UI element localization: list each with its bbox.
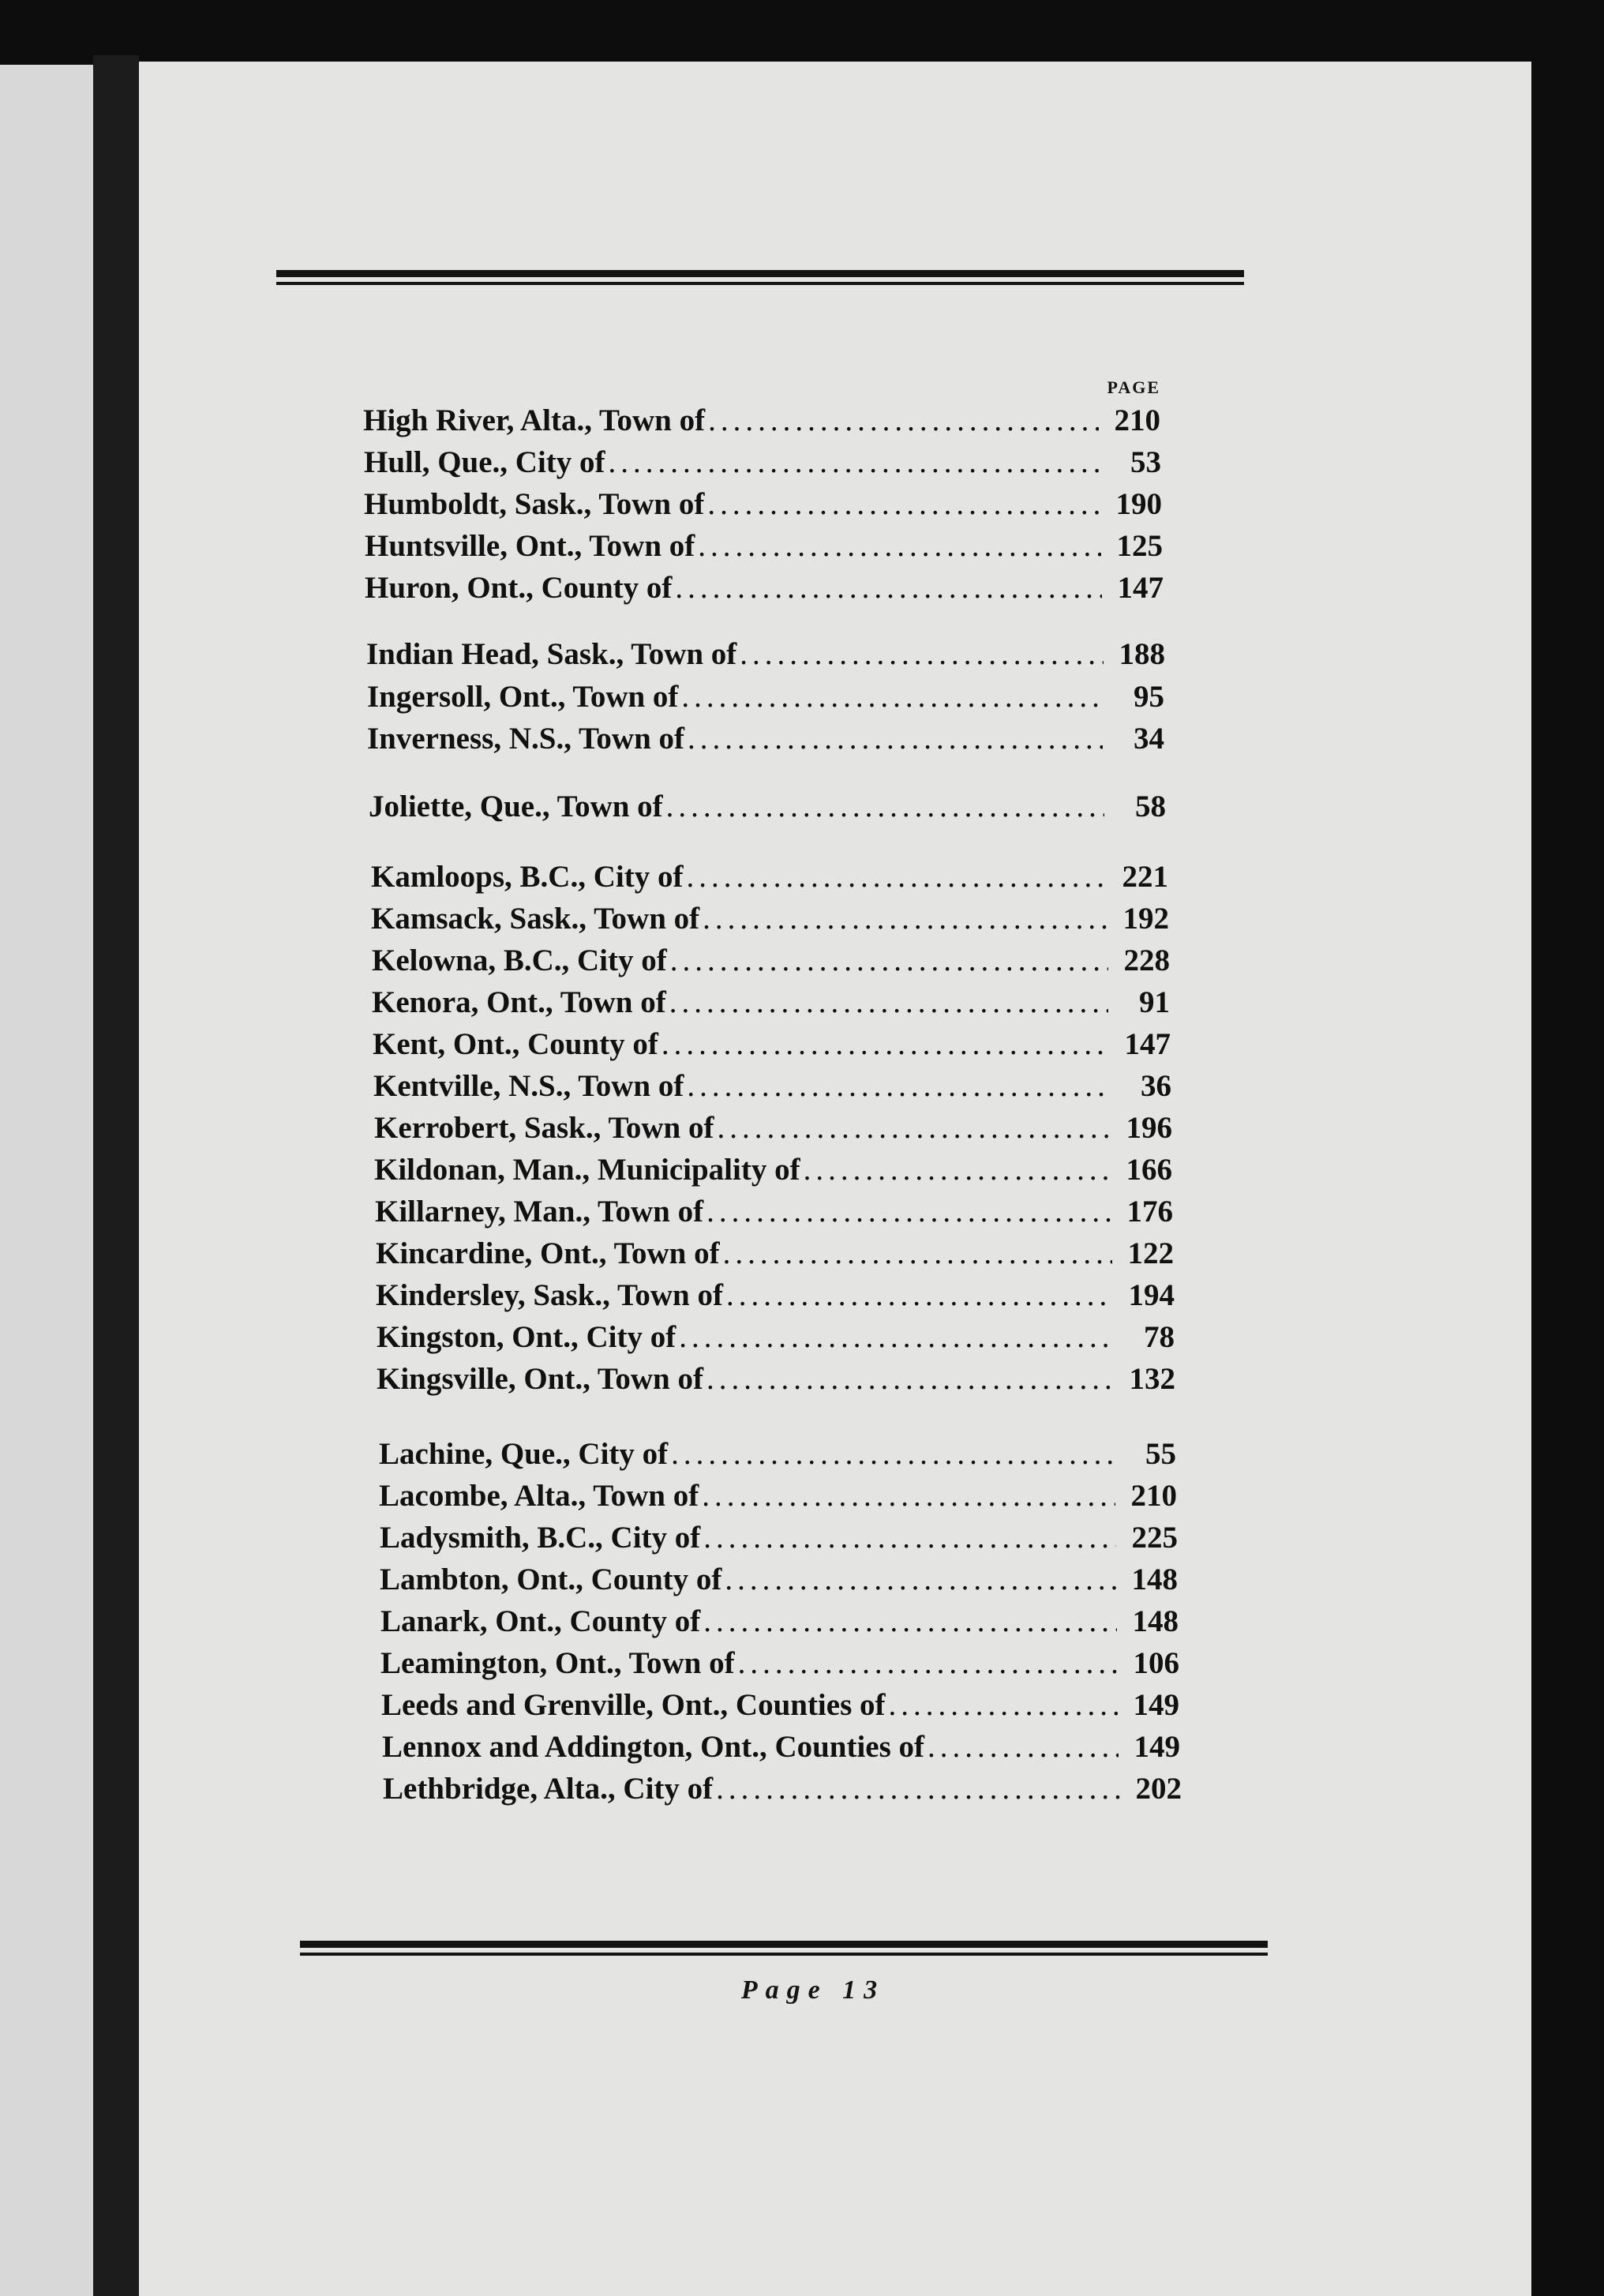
- page-column-heading: PAGE: [1107, 377, 1160, 397]
- index-entry: [380, 1520, 1178, 1561]
- entry-page: 190: [1115, 487, 1162, 521]
- entry-name: Lanark, Ont., County of: [380, 1604, 701, 1638]
- index-entry: [374, 1152, 1172, 1193]
- index-entry: [371, 859, 1168, 900]
- index-entry: [371, 901, 1169, 942]
- entry-page: 122: [1127, 1236, 1174, 1270]
- index-entry: [379, 1436, 1176, 1477]
- index-entry: [375, 1194, 1173, 1235]
- entry-name: Kindersley, Sask., Town of: [376, 1278, 723, 1312]
- entry-name: Lethbridge, Alta., City of: [383, 1772, 714, 1806]
- entry-name: Kingsville, Ont., Town of: [377, 1362, 703, 1396]
- index-entry: [376, 1236, 1174, 1277]
- index-entry: [377, 1361, 1175, 1402]
- entry-page: 196: [1126, 1111, 1172, 1145]
- entry-page: 53: [1130, 445, 1161, 479]
- index-entry: [379, 1478, 1177, 1519]
- index-entry: [365, 570, 1164, 611]
- entry-name: Ladysmith, B.C., City of: [380, 1521, 701, 1555]
- entry-page: 202: [1135, 1772, 1182, 1806]
- entry-page: 176: [1126, 1195, 1173, 1229]
- entry-page: 228: [1123, 944, 1170, 977]
- index-entry: [363, 403, 1160, 444]
- index-entry: [383, 1771, 1182, 1812]
- entry-name: Kildonan, Man., Municipality of: [374, 1153, 800, 1187]
- entry-page: 192: [1122, 902, 1169, 936]
- index-entry: [364, 445, 1161, 486]
- index-entry: [374, 1110, 1172, 1151]
- book-spine-shadow: [93, 55, 139, 2296]
- entry-name: Lambton, Ont., County of: [380, 1563, 722, 1596]
- index-entry: [372, 985, 1170, 1026]
- entry-name: Kerrobert, Sask., Town of: [374, 1111, 714, 1145]
- entry-name: Leamington, Ont., Town of: [380, 1646, 735, 1680]
- entry-page: 147: [1117, 571, 1164, 605]
- entry-page: 55: [1145, 1437, 1176, 1471]
- entry-name: Kincardine, Ont., Town of: [376, 1236, 720, 1270]
- entry-page: 148: [1131, 1563, 1178, 1596]
- index-entry: [372, 943, 1170, 984]
- entry-page: 78: [1144, 1320, 1175, 1354]
- index-entry: [373, 1068, 1171, 1109]
- entry-page: 34: [1134, 722, 1164, 756]
- entry-name: Hull, Que., City of: [364, 445, 605, 479]
- entry-page: 210: [1114, 403, 1160, 437]
- entry-page: 58: [1135, 790, 1166, 823]
- entry-page: 210: [1130, 1479, 1177, 1513]
- entry-page: 221: [1122, 860, 1168, 894]
- entry-page: 166: [1126, 1153, 1172, 1187]
- entry-page: 149: [1134, 1730, 1180, 1764]
- index-entry: [381, 1687, 1179, 1728]
- index-entry: [382, 1729, 1180, 1770]
- top-double-rule: [276, 270, 1244, 285]
- entry-page: 149: [1133, 1688, 1179, 1722]
- entry-name: Kingston, Ont., City of: [377, 1320, 676, 1354]
- index-entry: [366, 636, 1165, 677]
- entry-page: 132: [1129, 1362, 1175, 1396]
- index-entry: [377, 1319, 1175, 1360]
- index-entry: [367, 679, 1164, 720]
- entry-name: Indian Head, Sask., Town of: [366, 637, 737, 671]
- adjacent-page-edge: [0, 65, 93, 2296]
- entry-name: Inverness, N.S., Town of: [367, 722, 685, 756]
- entry-page: 225: [1131, 1521, 1178, 1555]
- entry-page: 188: [1119, 637, 1165, 671]
- index-entry: [365, 528, 1163, 569]
- index-entry: [376, 1277, 1175, 1319]
- index-entry: [367, 721, 1164, 762]
- entry-page: 91: [1139, 985, 1170, 1019]
- index-entry: [380, 1562, 1178, 1603]
- bottom-double-rule: [300, 1941, 1268, 1956]
- entry-name: Kamloops, B.C., City of: [371, 860, 684, 894]
- entry-name: Killarney, Man., Town of: [375, 1195, 704, 1229]
- entry-page: 148: [1132, 1604, 1179, 1638]
- entry-name: Huron, Ont., County of: [365, 571, 673, 605]
- entry-name: Kentville, N.S., Town of: [373, 1069, 684, 1103]
- entry-name: Lacombe, Alta., Town of: [379, 1479, 699, 1513]
- index-entry: [380, 1604, 1179, 1645]
- entry-name: Kenora, Ont., Town of: [372, 985, 666, 1019]
- entry-page: 106: [1133, 1646, 1179, 1680]
- entry-name: High River, Alta., Town of: [363, 403, 706, 437]
- entry-page: 36: [1141, 1069, 1171, 1103]
- index-entry: [373, 1026, 1171, 1067]
- entry-name: Kent, Ont., County of: [373, 1027, 658, 1061]
- page-number-footer: Page 13: [740, 1975, 886, 2005]
- entry-name: Leeds and Grenville, Ont., Counties of: [381, 1688, 886, 1722]
- entry-name: Joliette, Que., Town of: [369, 790, 663, 823]
- entry-page: 125: [1116, 529, 1163, 563]
- entry-name: Ingersoll, Ont., Town of: [367, 680, 679, 714]
- entry-name: Lachine, Que., City of: [379, 1437, 669, 1471]
- entry-name: Kelowna, B.C., City of: [372, 944, 667, 977]
- entry-name: Huntsville, Ont., Town of: [365, 529, 695, 563]
- entry-name: Lennox and Addington, Ont., Counties of: [382, 1730, 925, 1764]
- index-entry: [380, 1645, 1179, 1686]
- entry-page: 95: [1134, 680, 1164, 714]
- entry-page: 147: [1124, 1027, 1171, 1061]
- index-entry: [364, 486, 1162, 527]
- index-entry: [369, 789, 1166, 830]
- entry-name: Humboldt, Sask., Town of: [364, 487, 705, 521]
- entry-name: Kamsack, Sask., Town of: [371, 902, 700, 936]
- entry-page: 194: [1128, 1278, 1175, 1312]
